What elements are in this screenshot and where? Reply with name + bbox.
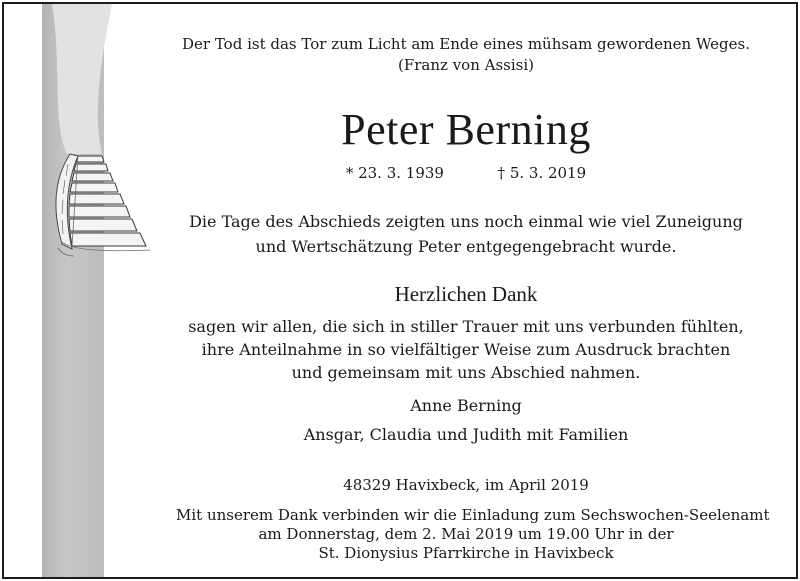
birth-date: * 23. 3. 1939: [345, 164, 444, 182]
deceased-name: Peter Berning: [341, 105, 591, 154]
place-date: 48329 Havixbeck, im April 2019: [343, 476, 589, 494]
invitation-line: Mit unserem Dank verbinden wir die Einladung zum Sechswochen-Seelenamt: [176, 506, 770, 524]
family-member: Ansgar, Claudia und Judith mit Familien: [303, 425, 629, 444]
quote-text: Der Tod ist das Tor zum Licht am Ende eines mühsam gewordenen Weges.: [182, 35, 750, 53]
staircase-illustration: [32, 4, 172, 294]
quote-author: (Franz von Assisi): [397, 56, 534, 74]
invitation-line: am Donnerstag, dem 2. Mai 2019 um 19.00 Uhr in der: [258, 525, 674, 543]
intro-line: und Wertschätzung Peter entgegengebracht wurde.: [255, 237, 677, 256]
thanks-line: und gemeinsam mit uns Abschied nahmen.: [291, 363, 641, 382]
family-member: Anne Berning: [410, 396, 522, 415]
thanks-line: ihre Anteilnahme in so vielfältiger Weise zum Ausdruck brachten: [201, 340, 731, 359]
thanks-line: sagen wir allen, die sich in stiller Trauer mit uns verbunden fühlten,: [188, 317, 744, 336]
intro-line: Die Tage des Abschieds zeigten uns noch einmal wie viel Zuneigung: [189, 212, 743, 231]
obituary-card: [2, 2, 798, 579]
death-date: † 5. 3. 2019: [497, 164, 587, 182]
invitation-line: St. Dionysius Pfarrkirche in Havixbeck: [318, 544, 614, 562]
thanks-heading: Herzlichen Dank: [394, 282, 538, 306]
life-dates: [176, 164, 756, 182]
